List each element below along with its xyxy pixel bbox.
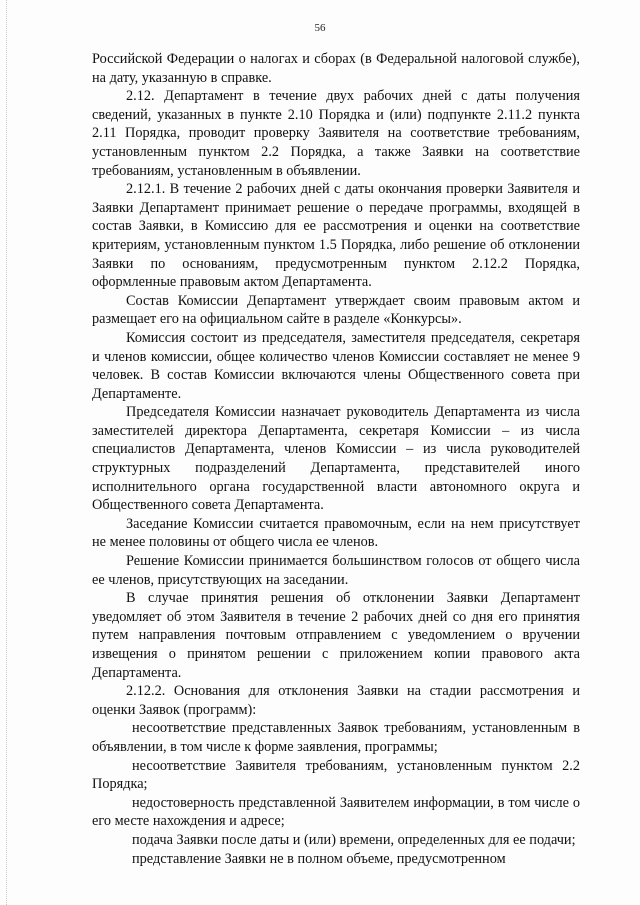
list-item: несоответствие Заявителя требованиям, установленным пунктом 2.2 Порядка; bbox=[92, 757, 580, 793]
paragraph: Состав Комиссии Департамент утверждает своим правовым актом и размещает его на официальном сайте в разделе «Конкурсы». bbox=[92, 292, 580, 328]
list-item: недостоверность представленной Заявителем информации, в том числе о его месте нахождения и адресе; bbox=[92, 794, 580, 830]
list-item: подача Заявки после даты и (или) времени, определенных для ее подачи; bbox=[132, 831, 576, 848]
paragraph: В случае принятия решения об отклонении Заявки Департамент уведомляет об этом Заявителя в течение 2 рабочих дней со дня его принятия путем направления почтовым отправлением с уведомлением о вручении извещения о принятом решении с приложением копии правового акта Департамента. bbox=[92, 590, 580, 681]
document-body bbox=[92, 50, 580, 868]
paragraph: Заседание Комиссии считается правомочным, если на нем присутствует не менее половины от общего числа ее членов. bbox=[92, 515, 580, 551]
paragraph: Решение Комиссии принимается большинством голосов от общего числа ее членов, присутствующих на заседании. bbox=[92, 553, 580, 588]
paragraph: Комиссия состоит из председателя, заместителя председателя, секретаря и членов комиссии, общее количество членов Комиссии составляет не менее 9 человек. В состав Комиссии включаются члены Общественного совета при Департаменте. bbox=[92, 329, 580, 402]
list-item: несоответствие представленных Заявок требованиям, установленным в объявлении, в том числе к форме заявления, программы; bbox=[92, 720, 580, 755]
paragraph: 2.12.2. Основания для отклонения Заявки на стадии рассмотрения и оценки Заявок (программ): bbox=[92, 683, 580, 718]
list-item: представление Заявки не в полном объеме, предусмотренном bbox=[132, 850, 506, 867]
paragraph: Председателя Комиссии назначает руководитель Департамента из числа заместителей директора Департамента, секретаря Комиссии – из числа специалистов Департамента, членов Комиссии – из числа руководителей структурных подразделений Департамента, представителей иного исполнительного органа государственной власти автономного округа и Общественного совета Департамента. bbox=[92, 404, 580, 514]
paragraph: 2.12. Департамент в течение двух рабочих дней с даты получения сведений, указанных в пункте 2.10 Порядка и (или) подпункте 2.11.2 пункта 2.11 Порядка, проводит проверку Заявителя на соответствие требованиям, установленным пунктом 2.2 Порядка, а также Заявки на соответствие требованиям, установленным в объявлении. bbox=[92, 88, 580, 179]
scan-edge bbox=[6, 0, 8, 905]
page-number: 56 bbox=[314, 22, 326, 34]
paragraph: Российской Федерации о налогах и сборах (в Федеральной налоговой службе), на дату, указанную в справке. bbox=[92, 51, 580, 86]
paragraph: 2.12.1. В течение 2 рабочих дней с даты окончания проверки Заявителя и Заявки Департамент принимает решение о передаче программы, входящей в состав Заявки, в Комиссию для ее рассмотрения и оценки на соответствие критериям, установленным пунктом 1.5 Порядка, либо решение об отклонении Заявки по основаниям, предусмотренным пунктом 2.12.2 Порядка, оформленные правовым актом Департамента. bbox=[92, 181, 580, 291]
